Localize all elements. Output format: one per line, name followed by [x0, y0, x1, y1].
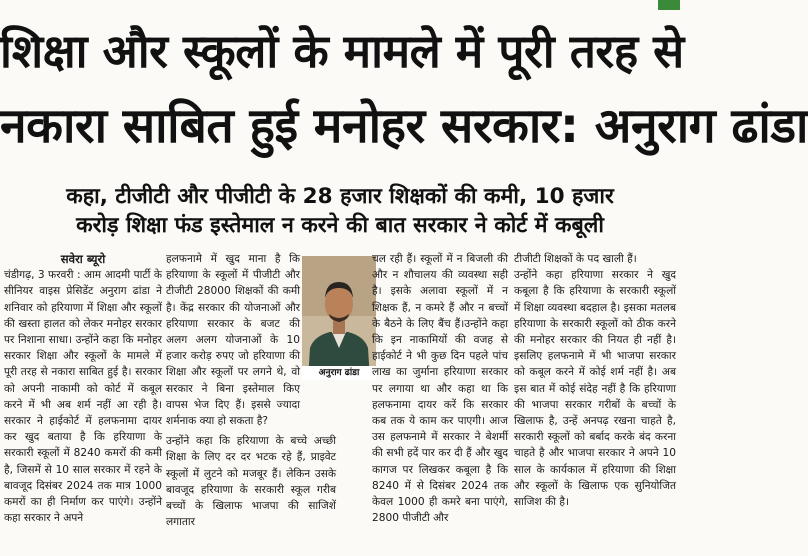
- column-4-text-a: टीजीटी शिक्षकों के पद खाली हैं।: [514, 253, 637, 265]
- column-2-text-b: उन्होंने कहा कि हरियाणा के बच्चे अच्छी शिक्षा के लिए दर दर भटक रहे हैं, प्राइवेट स्कूलों में लुटने को मजबूर हैं। लेकिन उसके बावजूद हरियाणा के सरकारी स्कूल गरीब बच्चों के खिलाफ भाजपा की साजिशें लगातार: [166, 435, 336, 529]
- column-4-text-b: उन्होंने कहा हरियाणा सरकार ने खुद कबूला है कि हरियाणा के सरकारी स्कूलों में शिक्षा व्यवस्था बदहाल है। इसका मतलब हरियाणा के सरकारी स्कूलों को ठीक करने की मनोहर सरकार की नियत ही नहीं है। इसलिए हलफनामे में भी भाजपा सरकार को कबूल करने में कोई शर्म नहीं है। अब इस बात में कोई संदेह नहीं है कि हरियाणा की भाजपा सरकार गरीबों के बच्चों के खिलाफ है, उन्हें अनपढ़ रखना चाहते है, सरकारी स्कूलों को बर्बाद करके बंद करना चाहते है और भाजपा सरकार ने अपने 10 साल के कार्यकाल में हरियाणा की शिक्षा और स्कूलों के खिलाफ एक सुनियोजित साजिश की है।: [514, 269, 676, 509]
- article-column-3: [372, 251, 508, 556]
- portrait-photo: [302, 256, 376, 380]
- photo-caption: अनुराग ढांडा: [302, 366, 376, 380]
- subheadline-line-2: करोड़ शिक्षा फंड इस्तेमाल न करने की बात सरकार ने कोर्ट में कबूली: [76, 213, 604, 238]
- corner-color-mark: [658, 0, 680, 10]
- subheadline-line-1: कहा, टीजीटी और पीजीटी के 28 हजार शिक्षकों की कमी, 10 हजार: [66, 184, 614, 209]
- headline-line-1: शिक्षा और स्कूलों के मामले में पूरी तरह से: [0, 24, 684, 78]
- article-column-1: [4, 251, 162, 556]
- headline-line-2: नकारा साबित हुई मनोहर सरकार: अनुराग ढांडा: [0, 98, 808, 154]
- portrait-illustration: [302, 256, 376, 380]
- column-3-text: चल रही हैं। स्कूलों में न बिजली की और न शौचालय की व्यवस्था सही है। इसके अलावा स्कूलों में न शिक्षक हैं, न कमरे हैं और न बच्चों के बैठने के लिए बैंच हैं।उन्होंने कहा कि इन नाकामियों की वजह से हाईकोर्ट ने भी कुछ दिन पहले पांच लाख का जुर्माना हरियाणा सरकार पर लगाया था और कहा था कि हलफनामा दायर करें कि सरकार कब तक ये काम कर पाएगी। आज उस हलफनामे में सरकार ने बेशर्मी की सभी हदें पार कर दी हैं और खुद कागज पर लिखकर कबूला है कि 8240 में से दिसंबर 2024 तक केवल 1000 ही कमरे बना पाएंगे, 2800 पीजीटी और: [372, 253, 508, 525]
- column-1-text: चंडीगढ़, 3 फरवरी : आम आदमी पार्टी के सीनियर वाइस प्रेसिडेंट अनुराग ढांडा ने शनिवार को हरियाणा में शिक्षा और स्कूलों की खस्ता हालत को लेकर मनोहर सरकार पर निशाना साधा। उन्होंने कहा कि मनोहर सरकार शिक्षा और स्कूलों के मामले में पूरी तरह से नकारा साबित हुई है। सरकार को अपनी नाकामी को कोर्ट में कबूल करने में भी अब शर्म नहीं आ रही है। सरकार ने हाईकोर्ट में हलफनामा दायर कर खुद बताया है कि हरियाणा के सरकारी स्कूलों में 8240 कमरों की कमी है, जिसमें से 10 साल सरकार में रहने के बावजूद दिसंबर 2024 तक मात्र 1000 कमरों का ही निर्माण कर पाएंगे। उन्होंने कहा सरकार ने अपने: [4, 269, 162, 525]
- article-column-4: [514, 251, 676, 556]
- byline: सवेरा ब्यूरो: [60, 252, 106, 266]
- column-2-text-a: हलफनामे में खुद माना है कि हरियाणा के स्कूलों में पीजीटी और टीजीटी 28000 शिक्षकों की कमी है। केंद्र सरकार की योजनाओं और हरियाणा सरकार के बजट की अलग अलग योजनाओं के 10 हजार करोड़ रुपए जो हरियाणा की शिक्षा और स्कूलों पर लगने थे, वो सरकार ने बिना इस्तेमाल किए वापस भेज दिए हैं। इससे ज्यादा शर्मनाक क्या हो सकता है?: [166, 253, 300, 428]
